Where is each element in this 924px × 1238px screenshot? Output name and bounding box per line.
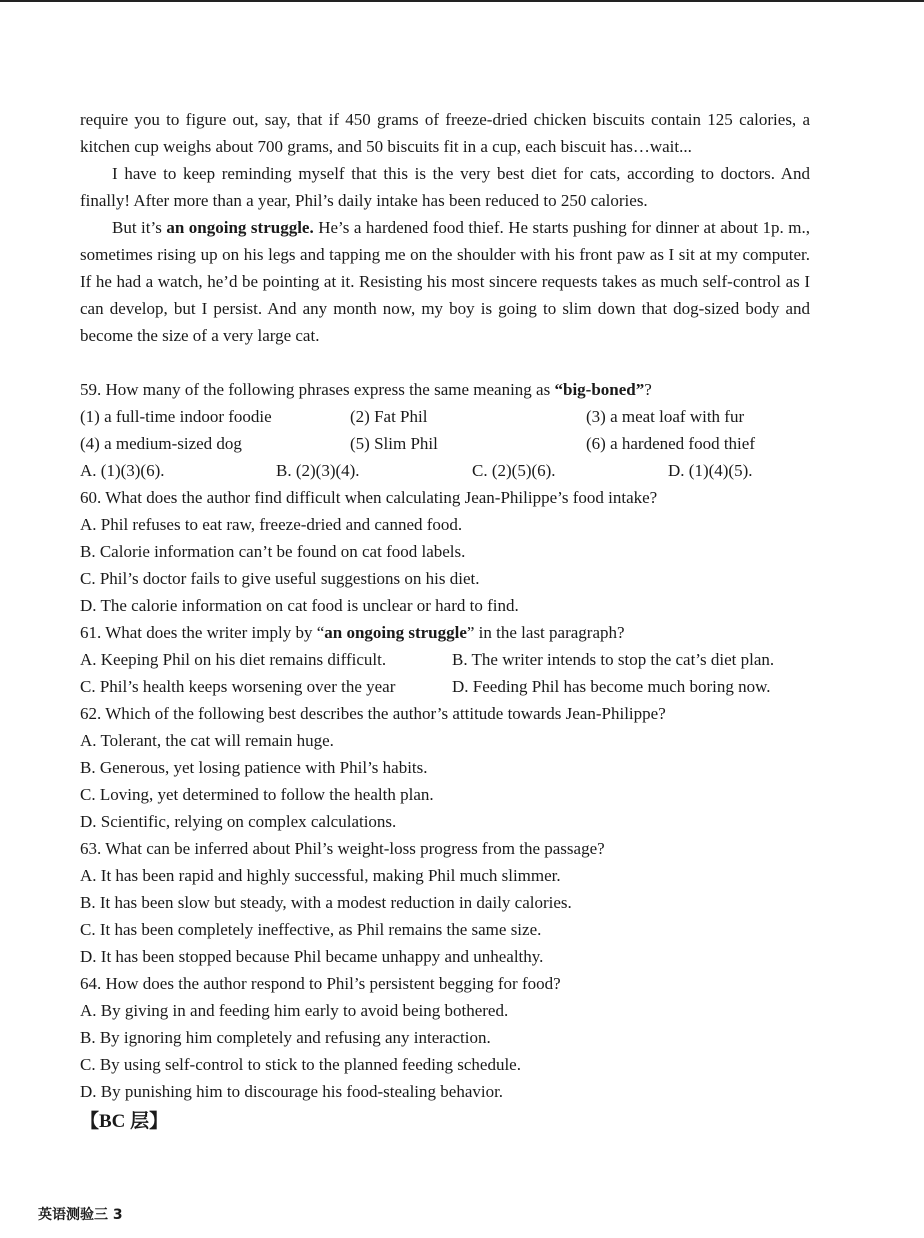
q59-phrase-2: (2) Fat Phil	[350, 407, 428, 426]
q61-option-row-1	[80, 646, 810, 673]
q61-option-row-2	[80, 673, 810, 700]
q59-stem-bold: “big-boned”	[554, 380, 645, 399]
q59-phrase-row-2	[80, 430, 810, 457]
q59-stem-end: ?	[644, 380, 652, 399]
q63-stem: 63. What can be inferred about Phil’s weight-loss progress from the passage?	[80, 839, 605, 858]
q59-phrase-1: (1) a full-time indoor foodie	[80, 407, 272, 426]
q60-option-d: D. The calorie information on cat food is unclear or hard to find.	[80, 596, 519, 615]
q59-option-d: D. (1)(4)(5).	[668, 461, 753, 480]
q61-option-d: D. Feeding Phil has become much boring now.	[452, 677, 771, 696]
q59-stem	[80, 376, 810, 403]
q59-stem-text: 59. How many of the following phrases express the same meaning as	[80, 380, 555, 399]
q60-option-c: C. Phil’s doctor fails to give useful suggestions on his diet.	[80, 569, 480, 588]
p3-text-a: But it’s	[112, 218, 167, 237]
q59-phrase-6: (6) a hardened food thief	[586, 434, 755, 453]
top-border-line	[0, 0, 924, 2]
q62-option-a: A. Tolerant, the cat will remain huge.	[80, 731, 334, 750]
q59-phrase-4: (4) a medium-sized dog	[80, 434, 242, 453]
q61-stem-bold: an ongoing struggle	[324, 623, 467, 642]
q62-stem: 62. Which of the following best describes the author’s attitude towards Jean-Philippe?	[80, 704, 666, 723]
q61-option-a: A. Keeping Phil on his diet remains difficult.	[80, 650, 387, 669]
q59-option-b: B. (2)(3)(4).	[276, 461, 360, 480]
q63-option-d: D. It has been stopped because Phil became unhappy and unhealthy.	[80, 947, 544, 966]
q59-option-c: C. (2)(5)(6).	[472, 461, 556, 480]
q64-option-a: A. By giving in and feeding him early to avoid being bothered.	[80, 1001, 509, 1020]
q59-options	[80, 457, 810, 484]
q64-option-c: C. By using self-control to stick to the planned feeding schedule.	[80, 1055, 521, 1074]
q63-option-a: A. It has been rapid and highly successful, making Phil much slimmer.	[80, 866, 561, 885]
q59-phrase-3: (3) a meat loaf with fur	[586, 407, 745, 426]
q62-option-c: C. Loving, yet determined to follow the health plan.	[80, 785, 434, 804]
q61-stem-end: ” in the last paragraph?	[466, 623, 625, 642]
q60-stem: 60. What does the author find difficult when calculating Jean-Philippe’s food intake?	[80, 488, 658, 507]
q59-phrase-row-1	[80, 403, 810, 430]
q61-option-b: B. The writer intends to stop the cat’s diet plan.	[452, 650, 775, 669]
p3-text-b: He’s a hardened food thief. He starts pushing for dinner at about 1p. m., sometimes rising up on his legs and tapping me on the shoulder with his front paw as I sit at my computer. If he had a watch, he’d be pointing at it. Resisting his most sincere requests takes as much self-control as I can develop, but I persist. And any month now, my boy is going to slim down that dog-sized body and become the size of a very large cat.	[80, 218, 810, 345]
q64-option-d: D. By punishing him to discourage his food-stealing behavior.	[80, 1082, 504, 1101]
page-content	[80, 106, 810, 1137]
spacer	[80, 349, 810, 376]
q62-option-d: D. Scientific, relying on complex calculations.	[80, 812, 397, 831]
q61-stem	[80, 619, 810, 646]
q63-option-b: B. It has been slow but steady, with a modest reduction in daily calories.	[80, 893, 572, 912]
passage-paragraph-2: I have to keep reminding myself that this is the very best diet for cats, according to doctors. And finally! After more than a year, Phil’s daily intake has been reduced to 250 calories.	[80, 164, 810, 210]
q62-option-b: B. Generous, yet losing patience with Phil’s habits.	[80, 758, 428, 777]
p3-bold-phrase: an ongoing struggle.	[166, 218, 314, 237]
q60-option-a: A. Phil refuses to eat raw, freeze-dried and canned food.	[80, 515, 463, 534]
q59-phrase-5: (5) Slim Phil	[350, 434, 438, 453]
q61-option-c: C. Phil’s health keeps worsening over the year	[80, 677, 396, 696]
q61-stem-text: 61. What does the writer imply by “	[80, 623, 325, 642]
q63-option-c: C. It has been completely ineffective, as Phil remains the same size.	[80, 920, 542, 939]
q59-option-a: A. (1)(3)(6).	[80, 461, 165, 480]
q64-option-b: B. By ignoring him completely and refusing any interaction.	[80, 1028, 491, 1047]
page-footer: 英语测验三 3	[38, 1207, 123, 1223]
passage-paragraph-3	[80, 214, 810, 349]
q60-option-b: B. Calorie information can’t be found on cat food labels.	[80, 542, 466, 561]
passage-paragraph-1: require you to figure out, say, that if 450 grams of freeze-dried chicken biscuits contain 125 calories, a kitchen cup weighs about 700 grams, and 50 biscuits fit in a cup, each biscuit has…wait...	[80, 110, 810, 156]
section-label: 【BC 层】	[80, 1111, 169, 1132]
q64-stem: 64. How does the author respond to Phil’s persistent begging for food?	[80, 974, 561, 993]
